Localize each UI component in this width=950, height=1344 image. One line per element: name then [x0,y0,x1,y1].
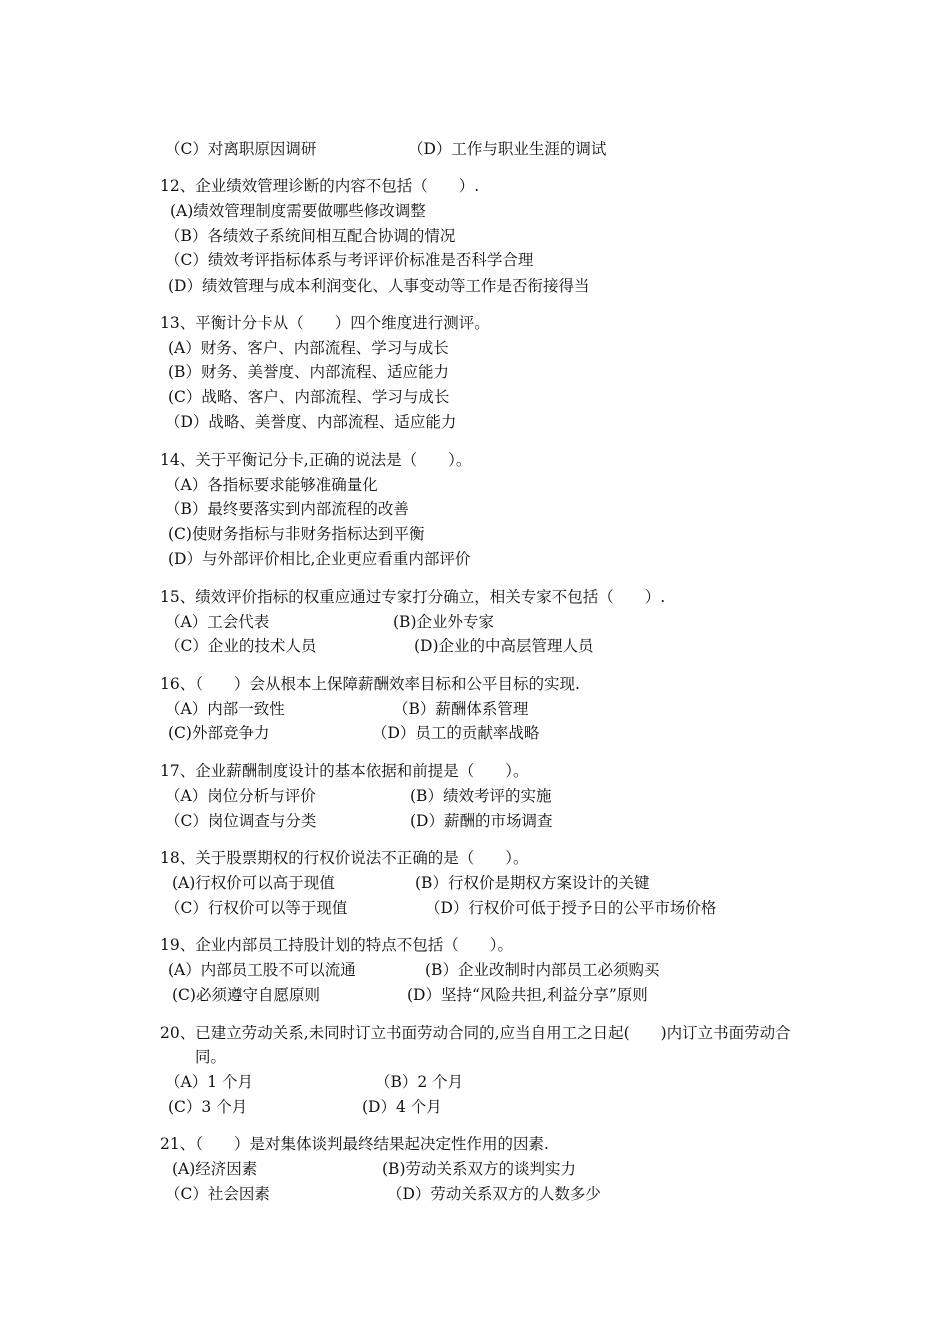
q16-option-a: （A）内部一致性 [165,700,285,718]
q12-option-b: （B）各绩效子系统间相互配合协调的情况 [165,227,456,245]
q12-option-a: (A)绩效管理制度需要做哪些修改调整 [170,202,426,220]
q19-option-b: (B）企业改制时内部员工必须购买 [425,961,660,979]
q17-option-d: (D）薪酬的市场调查 [410,812,553,830]
q15-option-b: (B)企业外专家 [393,613,494,631]
question-15: 15、绩效评价指标的权重应通过专家打分确立，相关专家不包括（ ）. [160,588,666,606]
q13-option-b: (B）财务、美誉度、内部流程、适应能力 [168,363,449,381]
q17-option-a: （A）岗位分析与评价 [165,787,316,805]
q17-option-b: (B）绩效考评的实施 [410,787,552,805]
q18-option-c: （C）行权价可以等于现值 [165,899,348,917]
q14-option-b: （B）最终要落实到内部流程的改善 [165,500,409,518]
q14-option-a: （A）各指标要求能够准确量化 [165,476,378,494]
q16-option-c: (C)外部竞争力 [168,724,270,742]
q21-option-d: （D）劳动关系双方的人数多少 [387,1185,601,1203]
q21-option-a: (A)经济因素 [172,1160,258,1178]
question-13: 13、平衡计分卡从（ ）四个维度进行测评。 [160,314,490,332]
q19-option-a: (A）内部员工股不可以流通 [168,961,356,979]
q13-option-c: (C）战略、客户、内部流程、学习与成长 [168,388,450,406]
q17-option-c: （C）岗位调查与分类 [165,812,317,830]
q11-option-c: （C）对离职原因调研 [165,140,317,158]
q21-option-c: （C）社会因素 [165,1185,270,1203]
q19-option-c: (C)必须遵守自愿原则 [172,986,320,1004]
q12-option-d: (D）绩效管理与成本利润变化、人事变动等工作是否衔接得当 [168,277,590,295]
question-18: 18、关于股票期权的行权价说法不正确的是（ ）。 [160,849,529,867]
q15-option-c: （C）企业的技术人员 [165,637,317,655]
q11-option-d: （D）工作与职业生涯的调试 [408,140,607,158]
q13-option-d: （D）战略、美誉度、内部流程、适应能力 [165,413,457,431]
q21-option-b: (B)劳动关系双方的谈判实力 [382,1160,576,1178]
question-14: 14、关于平衡记分卡,正确的说法是（ ）。 [160,451,472,469]
q18-option-b: (B）行权价是期权方案设计的关键 [415,874,650,892]
q18-option-d: （D）行权价可低于授予日的公平市场价格 [425,899,717,917]
question-16: 16、（ ）会从根本上保障薪酬效率目标和公平目标的实现. [160,675,580,693]
q20-option-d: (D）4 个月 [362,1098,442,1116]
question-19: 19、企业内部员工持股计划的特点不包括（ ）。 [160,936,513,954]
q12-option-c: （C）绩效考评指标体系与考评评价标准是否科学合理 [165,251,534,269]
q14-option-c: (C)使财务指标与非财务指标达到平衡 [168,525,425,543]
q18-option-a: (A)行权价可以高于现值 [172,874,335,892]
q16-option-d: （D）员工的贡献率战略 [372,724,540,742]
q20-option-c: (C）3 个月 [168,1098,248,1116]
question-12: 12、企业绩效管理诊断的内容不包括（ ）. [160,177,480,195]
question-17: 17、企业薪酬制度设计的基本依据和前提是（ ）。 [160,762,529,780]
q13-option-a: (A）财务、客户、内部流程、学习与成长 [168,339,449,357]
question-20-continued: 同。 [195,1048,227,1066]
q15-option-d: (D)企业的中高层管理人员 [414,637,594,655]
q20-option-a: （A）1 个月 [165,1073,253,1091]
q19-option-d: (D）坚持“风险共担,利益分享”原则 [407,986,648,1004]
question-20: 20、已建立劳动关系,未同时订立书面劳动合同的,应当自用工之日起( )内订立书面劳动合 [160,1024,791,1042]
question-21: 21、（ ）是对集体谈判最终结果起决定性作用的因素. [160,1135,549,1153]
q20-option-b: （B）2 个月 [375,1073,464,1091]
q14-option-d: (D）与外部评价相比,企业更应看重内部评价 [168,550,471,568]
q15-option-a: （A）工会代表 [165,613,270,631]
q16-option-b: （B）薪酬体系管理 [393,700,529,718]
